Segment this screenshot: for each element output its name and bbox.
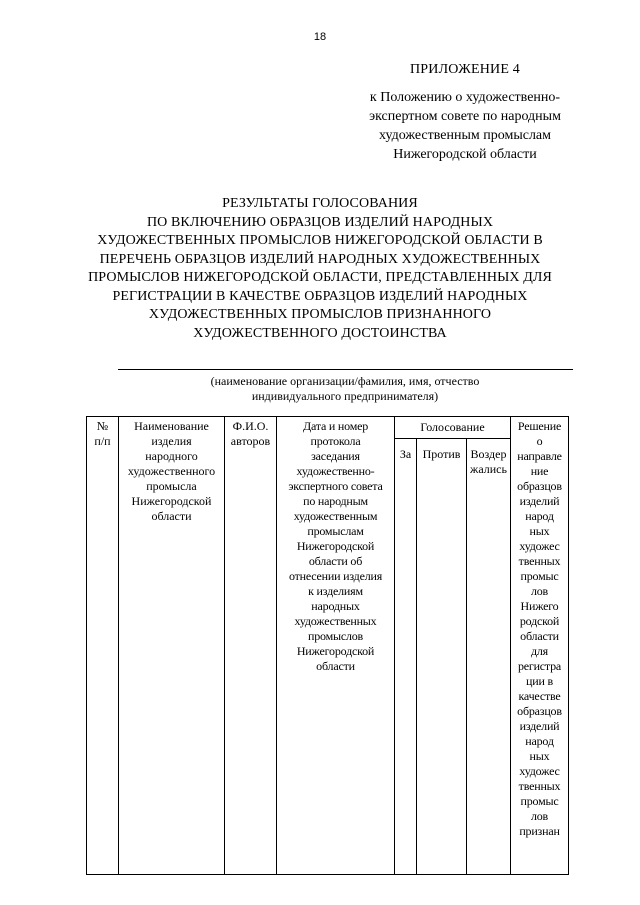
text-line: регистра bbox=[517, 659, 562, 673]
text-line: лов bbox=[530, 809, 549, 823]
text-line: п/п bbox=[94, 434, 111, 448]
header-cell-decision bbox=[511, 417, 569, 875]
header-voting-label: Голосование bbox=[420, 420, 485, 434]
text-line: изделий bbox=[519, 719, 560, 733]
page-bottom-edge bbox=[0, 893, 640, 905]
text-line: протокола bbox=[310, 434, 361, 448]
text-line: к изделиям bbox=[308, 584, 363, 598]
text-line: к Положению о художественно- bbox=[369, 90, 561, 105]
text-line: экспертном совете по народным bbox=[369, 109, 561, 124]
text-line: художественных bbox=[294, 614, 377, 628]
text-line: индивидуального предпринимателя) bbox=[251, 389, 439, 403]
header-cell-number bbox=[87, 417, 119, 875]
text-line: художественно- bbox=[296, 464, 375, 478]
document-title bbox=[60, 195, 580, 343]
text-line: художественного bbox=[127, 464, 216, 478]
page-number: 18 bbox=[313, 31, 327, 43]
text-line: Воздер bbox=[470, 447, 507, 461]
text-line: образцов bbox=[517, 704, 562, 718]
text-line: авторов bbox=[230, 434, 271, 448]
header-vote-abstain-text bbox=[468, 447, 509, 477]
text-line: ции в bbox=[526, 674, 553, 688]
text-line: по народным bbox=[303, 494, 368, 508]
text-line: ХУДОЖЕСТВЕННЫХ ПРОМЫСЛОВ НИЖЕГОРОДСКОЙ ОБЛАСТИ В bbox=[97, 233, 543, 248]
text-line: художес bbox=[519, 539, 560, 553]
header-cell-voting bbox=[395, 417, 511, 439]
header-vote-against-label: Против bbox=[422, 447, 461, 461]
text-line: РЕГИСТРАЦИИ В КАЧЕСТВЕ ОБРАЗЦОВ ИЗДЕЛИЙ НАРОДНЫХ bbox=[112, 288, 528, 304]
text-line: художественным bbox=[293, 509, 378, 523]
text-line: заседания bbox=[311, 449, 360, 463]
text-line: промыс bbox=[520, 794, 559, 808]
text-line: лов bbox=[530, 584, 549, 598]
header-protocol-text bbox=[278, 419, 393, 674]
text-line: промысла bbox=[146, 479, 197, 493]
text-line: изделия bbox=[151, 434, 192, 448]
header-cell-authors bbox=[225, 417, 277, 875]
text-line: народ bbox=[525, 509, 554, 523]
header-cell-vote-abstain bbox=[467, 439, 511, 875]
text-line: области об bbox=[308, 554, 363, 568]
text-line: ПРОМЫСЛОВ НИЖЕГОРОДСКОЙ ОБЛАСТИ, ПРЕДСТАВЛЕННЫХ ДЛЯ bbox=[88, 270, 552, 285]
header-cell-protocol bbox=[277, 417, 395, 875]
text-line: промыс bbox=[520, 569, 559, 583]
text-line: твенных bbox=[518, 554, 561, 568]
text-line: Нижегородской bbox=[131, 494, 212, 508]
text-line: Дата и номер bbox=[302, 419, 369, 433]
header-cell-vote-against bbox=[417, 439, 467, 875]
text-line: отнесении изделия bbox=[288, 569, 383, 583]
header-decision-text bbox=[512, 419, 567, 839]
text-line: промыслов bbox=[307, 629, 364, 643]
text-line: качестве bbox=[518, 689, 561, 703]
header-vote-for-label: За bbox=[399, 447, 412, 461]
text-line: Нижего bbox=[520, 599, 559, 613]
text-line: области bbox=[151, 509, 192, 523]
text-line: твенных bbox=[518, 779, 561, 793]
text-line: ПО ВКЛЮЧЕНИЮ ОБРАЗЦОВ ИЗДЕЛИЙ НАРОДНЫХ bbox=[146, 214, 494, 230]
header-cell-item-name bbox=[119, 417, 225, 875]
text-line: (наименование организации/фамилия, имя, отчество bbox=[210, 374, 480, 388]
header-authors-text bbox=[226, 419, 275, 449]
text-line: ние bbox=[530, 464, 549, 478]
text-line: ХУДОЖЕСТВЕННЫХ ПРОМЫСЛОВ ПРИЗНАННОГО bbox=[148, 307, 492, 322]
text-line: ХУДОЖЕСТВЕННОГО ДОСТОИНСТВА bbox=[193, 325, 447, 341]
text-line: области bbox=[316, 659, 355, 673]
text-line: Нижегородской bbox=[296, 539, 375, 553]
text-line: художес bbox=[519, 764, 560, 778]
text-line: Наименование bbox=[134, 419, 209, 433]
text-line: художественным промыслам bbox=[379, 128, 551, 143]
text-line: области bbox=[520, 629, 559, 643]
text-line: Решение bbox=[517, 419, 562, 433]
text-line: РЕЗУЛЬТАТЫ ГОЛОСОВАНИЯ bbox=[222, 196, 418, 211]
appendix-reference bbox=[355, 88, 575, 164]
header-cell-vote-for bbox=[395, 439, 417, 875]
text-line: изделий bbox=[519, 494, 560, 508]
text-line: ПЕРЕЧЕНЬ ОБРАЗЦОВ ИЗДЕЛИЙ НАРОДНЫХ ХУДОЖЕСТВЕННЫХ bbox=[99, 251, 541, 267]
text-line: Нижегородской области bbox=[393, 147, 537, 162]
text-line: образцов bbox=[517, 479, 562, 493]
text-line: ных bbox=[529, 524, 550, 538]
text-line: народного bbox=[145, 449, 198, 463]
appendix-title: ПРИЛОЖЕНИЕ 4 bbox=[409, 62, 521, 77]
text-line: признан bbox=[519, 824, 560, 838]
text-line: № bbox=[96, 419, 109, 433]
text-line: промыслам bbox=[307, 524, 364, 538]
text-line: Ф.И.О. bbox=[232, 419, 269, 433]
header-number-text bbox=[88, 419, 117, 449]
text-line: направле bbox=[517, 449, 562, 463]
text-line: ных bbox=[529, 749, 550, 763]
text-line: для bbox=[530, 644, 548, 658]
text-line: о bbox=[536, 434, 543, 448]
text-line: родской bbox=[519, 614, 560, 628]
text-line: жались bbox=[470, 462, 507, 476]
text-line: Нижегородской bbox=[296, 644, 375, 658]
text-line: народных bbox=[311, 599, 360, 613]
organization-caption bbox=[130, 374, 560, 404]
voting-results-table bbox=[86, 416, 569, 875]
text-line: народ bbox=[525, 734, 554, 748]
organization-fill-line bbox=[118, 369, 573, 370]
text-line: экспертного совета bbox=[288, 479, 383, 493]
header-item-name-text bbox=[120, 419, 223, 524]
